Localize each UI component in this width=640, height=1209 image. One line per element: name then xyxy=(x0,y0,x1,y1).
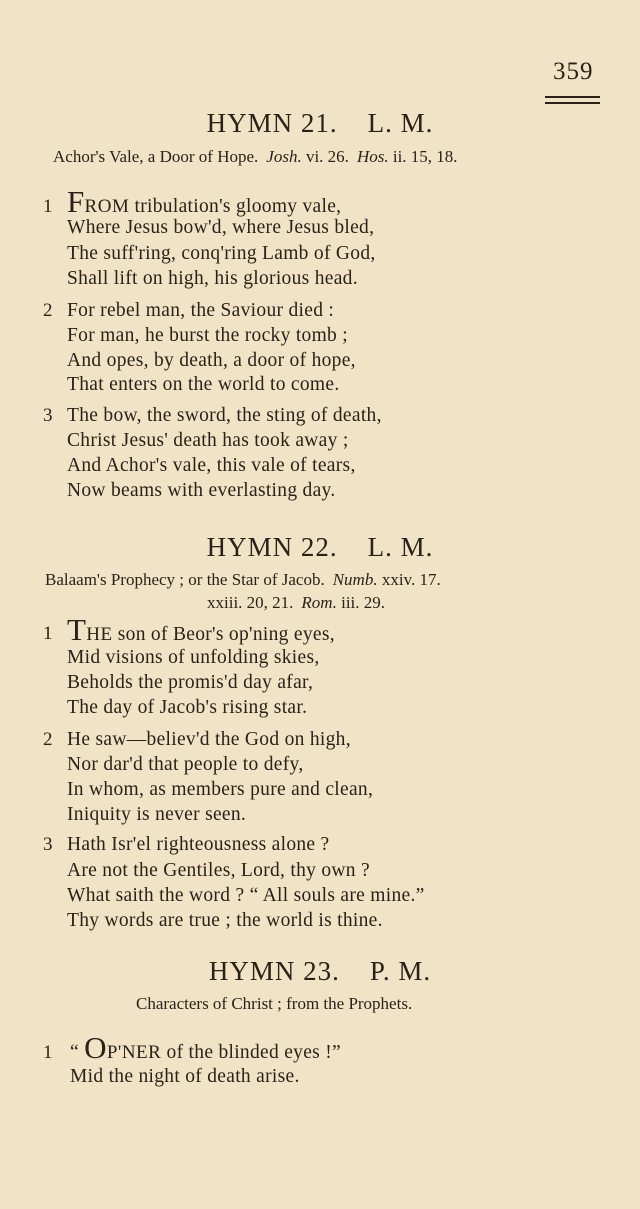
drop-cap: T xyxy=(67,612,87,647)
first-line-rest: of the blinded eyes !” xyxy=(166,1042,341,1063)
subtitle-text: Characters of Christ ; from the Prophets. xyxy=(136,994,413,1013)
hymn-title: HYMN 23. xyxy=(208,956,340,986)
scripture-ref-num: xxiv. 17. xyxy=(381,570,441,589)
hymn-22-heading xyxy=(0,532,640,563)
hymn-22-subtitle-line2 xyxy=(207,593,385,613)
scripture-ref-num: vi. 26. xyxy=(305,147,349,166)
subtitle-text: Achor's Vale, a Door of Hope. xyxy=(53,147,259,166)
drop-cap: F xyxy=(67,184,85,219)
scripture-ref: Josh. xyxy=(266,147,302,166)
verse-line: For man, he burst the rocky tomb ; xyxy=(67,325,348,346)
first-word-rest: P'NER xyxy=(106,1042,162,1063)
first-word-rest: HE xyxy=(86,624,113,645)
verse-line: Now beams with everlasting day. xyxy=(67,480,336,501)
stanza-number: 2 xyxy=(43,729,53,750)
stanza-first-line xyxy=(70,1032,341,1064)
open-quote: “ xyxy=(70,1042,79,1063)
drop-cap: O xyxy=(84,1030,107,1065)
hymn-23-subtitle xyxy=(136,994,412,1014)
verse-line: Mid visions of unfolding skies, xyxy=(67,647,320,668)
stanza-first-line xyxy=(67,186,341,218)
verse-line: And opes, by death, a door of hope, xyxy=(67,350,356,371)
hymn-meter: L. M. xyxy=(367,532,434,562)
verse-line: What saith the word ? “ All souls are mine.” xyxy=(67,885,425,906)
verse-line: Shall lift on high, his glorious head. xyxy=(67,268,358,289)
scripture-ref-num: iii. 29. xyxy=(341,593,386,612)
header-rule-top xyxy=(545,96,600,98)
verse-line: Iniquity is never seen. xyxy=(67,804,247,825)
hymn-23-heading xyxy=(0,956,640,987)
verse-line: And Achor's vale, this vale of tears, xyxy=(67,455,356,476)
scripture-ref: Hos. xyxy=(356,147,389,166)
header-rule-bottom xyxy=(545,102,600,104)
verse-line: Where Jesus bow'd, where Jesus bled, xyxy=(67,217,375,238)
verse-line: Mid the night of death arise. xyxy=(70,1066,300,1087)
hymn-meter: L. M. xyxy=(367,108,434,138)
hymn-21-subtitle xyxy=(53,147,458,167)
verse-line: Thy words are true ; the world is thine. xyxy=(67,910,383,931)
scripture-ref-num: ii. 15, 18. xyxy=(392,147,458,166)
stanza-number: 2 xyxy=(43,300,53,321)
verse-line: The day of Jacob's rising star. xyxy=(67,697,308,718)
verse-line: Are not the Gentiles, Lord, thy own ? xyxy=(67,860,370,881)
hymn-22-subtitle xyxy=(45,570,441,590)
hymn-title: HYMN 22. xyxy=(206,532,338,562)
first-line-rest: son of Beor's op'ning eyes, xyxy=(117,624,335,645)
stanza-number: 1 xyxy=(43,196,53,217)
stanza-number: 1 xyxy=(43,1042,53,1063)
verse-line: Beholds the promis'd day afar, xyxy=(67,672,314,693)
page-number: 359 xyxy=(553,58,594,85)
verse-line: He saw—believ'd the God on high, xyxy=(67,729,351,750)
subtitle-text: Balaam's Prophecy ; or the Star of Jacob. xyxy=(45,570,325,589)
verse-line: In whom, as members pure and clean, xyxy=(67,779,374,800)
verse-line: Christ Jesus' death has took away ; xyxy=(67,430,349,451)
first-word-rest: ROM xyxy=(84,196,130,217)
verse-line: That enters on the world to come. xyxy=(67,374,340,395)
stanza-number: 3 xyxy=(43,834,53,855)
scripture-ref: Numb. xyxy=(332,570,378,589)
hymn-21-heading xyxy=(0,108,640,139)
verse-line: The suff'ring, conq'ring Lamb of God, xyxy=(67,243,376,264)
hymn-meter: P. M. xyxy=(369,956,432,986)
verse-line: Nor dar'd that people to defy, xyxy=(67,754,304,775)
stanza-number: 3 xyxy=(43,405,53,426)
hymn-title: HYMN 21. xyxy=(206,108,338,138)
stanza-number: 1 xyxy=(43,623,53,644)
verse-line: For rebel man, the Saviour died : xyxy=(67,300,335,321)
scripture-ref-num: xxiii. 20, 21. xyxy=(207,593,294,612)
scripture-ref: Rom. xyxy=(301,593,337,612)
verse-line: Hath Isr'el righteousness alone ? xyxy=(67,834,330,855)
verse-line: The bow, the sword, the sting of death, xyxy=(67,405,382,426)
stanza-first-line xyxy=(67,614,335,646)
first-line-rest: tribulation's gloomy vale, xyxy=(134,196,342,217)
